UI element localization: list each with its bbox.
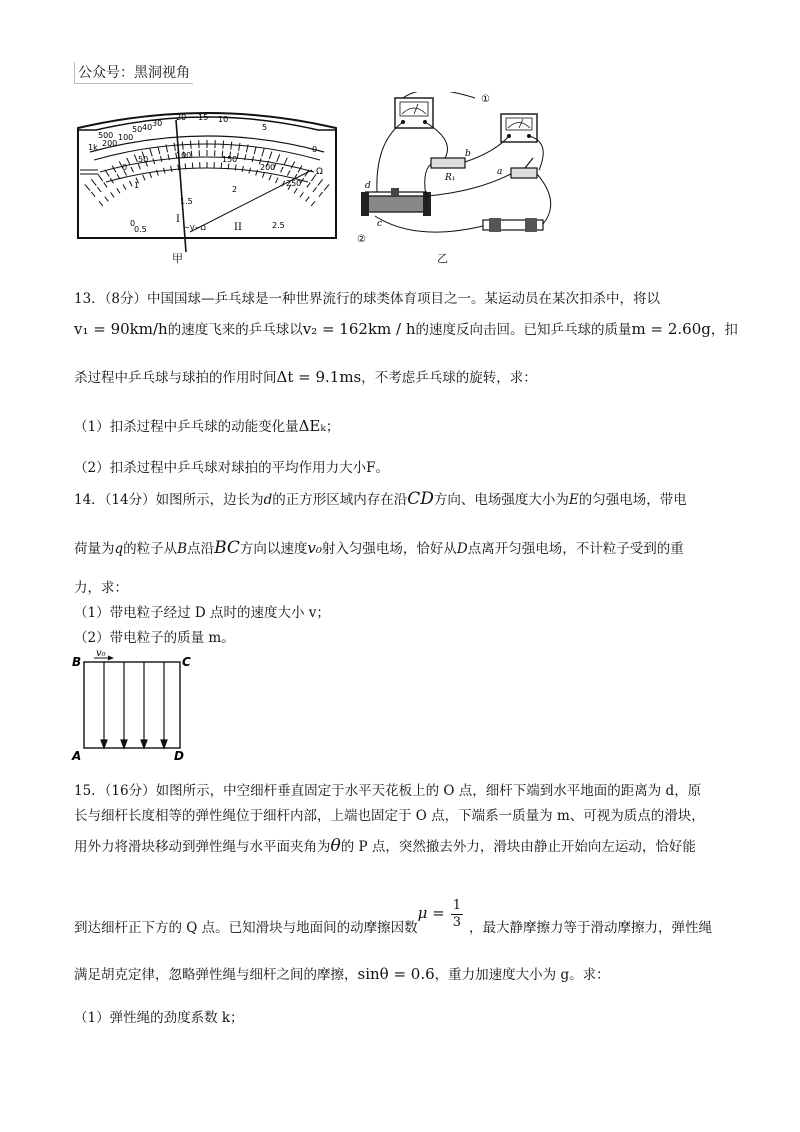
dial-tick [171,166,172,172]
q15-line4-a: 到达细杆正下方的 Q 点。已知滑块与地面间的动摩擦因数 [74,920,418,936]
q13-sub1 [74,415,339,435]
q13-line2-mid2: 的速度反向击回。已知乒乓球的质量 [415,322,632,338]
circuit-label-c: c [377,219,383,229]
dial-tick [143,175,145,181]
dial-tick [104,183,107,188]
q15-line3-b: 的 P 点，突然撤去外力，滑块由静止开始向左运动，恰好能 [340,839,696,855]
q13-mass: m = 2.60g [631,320,711,338]
dial-upper-5: 5 [262,123,268,132]
q13-sub1-end: ； [325,419,340,435]
dial-tick [294,188,297,193]
q14-sub1: （1）带电粒子经过 D 点时的速度大小 v； [74,605,330,621]
dial-upper-1k: 1k [88,143,98,152]
figure-multimeter-dial [72,100,342,262]
q14-line1 [74,488,687,509]
figure-jia-caption: 甲 [172,252,183,265]
dial-tick [182,142,183,150]
circuit-label-circle1: ① [481,94,490,105]
q15-mu: μ = [417,904,445,922]
circuit-label-circle2: ② [357,234,366,245]
dial-tick [99,201,103,206]
dial-tick [275,178,278,183]
dial-tick [156,170,158,176]
q13-line3 [74,366,537,386]
dial-lower-0: 0 [130,219,136,228]
q13-sub2: （2）扣杀过程中乒乓球对球拍的平均作用力大小F。 [74,460,389,476]
circuit-label-R1: R₁ [445,173,456,183]
dial-upper-15: 15 [198,113,209,122]
dial-tick [307,183,310,188]
dial-tick [190,141,191,149]
q14-line2-b: 的粒子从 [123,541,178,557]
q14-line2 [74,537,684,558]
dial-lower-2: 2 [232,185,238,194]
dial-tick [284,158,287,165]
dial-tick [98,174,103,181]
q14-var-q: q [114,541,124,557]
q15-theta: θ [330,836,341,856]
dial-tick [313,187,317,192]
dial-tick [262,149,264,157]
dial-tick [158,146,160,154]
dial-tick [191,151,192,157]
q14-var-E: E [568,492,579,508]
dial-tick [105,170,109,177]
dial-upper-40: 40 [142,123,153,132]
dial-tick [150,172,152,178]
q14-line2-a: 荷量为 [74,541,115,557]
dial-mid-150: 150 [222,155,238,164]
dial-lower-1.5: 1.5 [180,197,193,206]
dial-tick [319,192,323,197]
dial-label-II: II [234,222,242,233]
dial-ohm-symbol: Ω [316,167,323,177]
dial-upper-50: 50 [132,125,143,134]
figure-electric-field [70,648,200,764]
q15-mu-den: 3 [452,915,462,930]
dial-tick [291,161,295,168]
dial-tick [287,170,290,175]
q15-line4 [74,898,713,945]
q13-line3-start: 杀过程中乒乓球与球拍的作用时间 [74,370,277,386]
q13-line2-end: ，扣 [710,322,738,338]
dial-tick [111,192,114,197]
q15-line1: 15．（16分）如图所示，中空细杆垂直固定于水平天花板上的 O 点，细杆下端到水平地面的距离为 d，原 [74,783,702,799]
dial-tick [231,142,232,150]
q15-mu-fraction [451,898,463,931]
dial-tick [192,163,193,169]
dial-upper-500: 500 [98,131,114,140]
dial-mid-200: 200 [260,163,276,172]
dial-tick [237,153,238,159]
q15-line5-a: 满足胡克定律，忽略弹性绳与细杆之间的摩擦， [74,967,358,983]
q13-line3-end: ，不考虑乒乓球的旋转，求： [361,370,537,386]
dial-tick [269,151,272,159]
q15-line5-b: ，重力加速度大小为 g。求： [434,967,610,983]
q13-line2 [74,318,738,338]
dial-upper-200: 200 [102,139,118,148]
dial-tick [129,181,132,186]
dial-mid-100: 100 [176,151,192,160]
dial-tick [105,197,109,202]
dial-lower-2.5: 2.5 [272,221,285,230]
q14-line2-c: 点沿 [187,541,215,557]
dial-tick [318,179,323,185]
field-label-B: B [72,655,82,669]
dial-tick [252,156,254,162]
q15-mu-num: 1 [452,898,462,913]
dial-tick [174,143,175,151]
dial-tick [97,187,101,192]
q15-sub1: （1）弹性绳的劲度系数 k； [74,1010,244,1026]
q13-dEk: ΔEₖ [298,417,326,435]
q15-line5 [74,963,610,983]
q15-line3-a: 用外力将滑块移动到弹性绳与水平面夹角为 [74,839,331,855]
circuit-label-a: a [497,167,503,177]
dial-tick [150,149,152,157]
dial-tick [269,175,271,181]
dial-tick [262,172,264,178]
dial-tick [127,158,130,165]
dial-tick [277,154,280,161]
q14-var-B: B [177,541,188,557]
q13-sub1-start: （1）扣杀过程中乒乓球的动能变化量 [74,419,299,435]
dial-tick [91,192,95,197]
circuit-label-d: d [365,181,371,191]
q14-CD: CD [407,489,434,509]
q14-var-d: d [263,492,273,508]
dial-tick [117,188,120,193]
q14-line1-b: 的正方形区域内存在沿 [272,492,408,508]
circuit-label-b: b [465,149,471,159]
watermark: 公众号：黑洞视角 [74,62,193,84]
dial-upper-0: 0 [312,145,318,154]
dial-tick [123,185,126,190]
dial-lower-0.5: 0.5 [134,225,147,234]
dial-mid-0: 0 [122,163,128,172]
dial-mid-250: 250 [286,179,302,188]
dial-upper-10: 10 [218,115,229,124]
dial-tick [242,166,243,172]
q14-line2-d: 方向以速度 [239,541,308,557]
dial-tick [85,184,90,190]
figure-circuit [355,92,565,254]
q13-line2-mid: 的速度飞来的乒乓球以 [167,322,303,338]
q14-line1-a: 14．（14分）如图所示，边长为 [74,492,264,508]
dial-label-I: I [176,214,180,225]
dial-tick [239,143,240,151]
dial-tick [281,167,284,172]
dial-tick [256,170,258,176]
dial-tick [223,141,224,149]
q14-var-D: D [456,541,468,557]
dial-tick [160,156,162,162]
dial-tick [134,154,137,161]
q13-v2: v₂ = 162km / h [302,320,416,338]
dial-tick [138,164,140,170]
dial-tick [324,184,329,190]
dial-mid-50: 50 [138,155,149,164]
field-label-A: A [72,749,82,763]
field-label-v0: v₀ [96,648,106,659]
dial-tick [306,197,310,202]
q13-v1: v₁ = 90km/h [74,320,168,338]
dial-tick [300,192,303,197]
dial-tick [254,146,256,154]
dial-tick [131,167,134,172]
dial-mode-label: ~V~Ω [184,224,206,232]
dial-upper-30: 30 [152,119,163,128]
q14-BC: BC [214,538,240,558]
field-label-C: C [182,655,191,669]
dial-tick [91,179,96,185]
q14-line3: 力，求： [74,580,128,596]
dial-lower-1: 1 [134,181,140,190]
q15-line4-b: ，最大静摩擦力等于滑动摩擦力，弹性绳 [469,920,713,936]
q15-sin: sinθ = 0.6 [357,965,435,983]
dial-tick [311,201,315,206]
q13-header: 13．（8分）中国国球—乒乓球是一种世界流行的球类体育项目之一。某运动员在某次扣杀中，将以 [74,291,661,307]
q14-sub2: （2）带电粒子的质量 m。 [74,630,235,646]
q15-line3 [74,835,696,856]
figure-yi-caption: 乙 [437,252,448,265]
dial-upper-20: 20 [176,113,187,122]
q14-line1-c: 方向、电场强度大小为 [433,492,569,508]
q14-line2-e: 射入匀强电场，恰好从 [321,541,457,557]
q14-line1-d: 的匀强电场，带电 [578,492,687,508]
q15-line2: 长与细杆长度相等的弹性绳位于细杆内部，上端也固定于 O 点，下端系一质量为 m、可视为质点的滑块， [74,808,705,824]
q13-dt: Δt = 9.1ms [276,368,362,386]
q14-v0: v₀ [307,539,322,557]
q14-line2-f: 点离开匀强电场，不计粒子受到的重 [467,541,684,557]
dial-upper-100: 100 [118,133,134,142]
field-label-D: D [174,749,184,763]
